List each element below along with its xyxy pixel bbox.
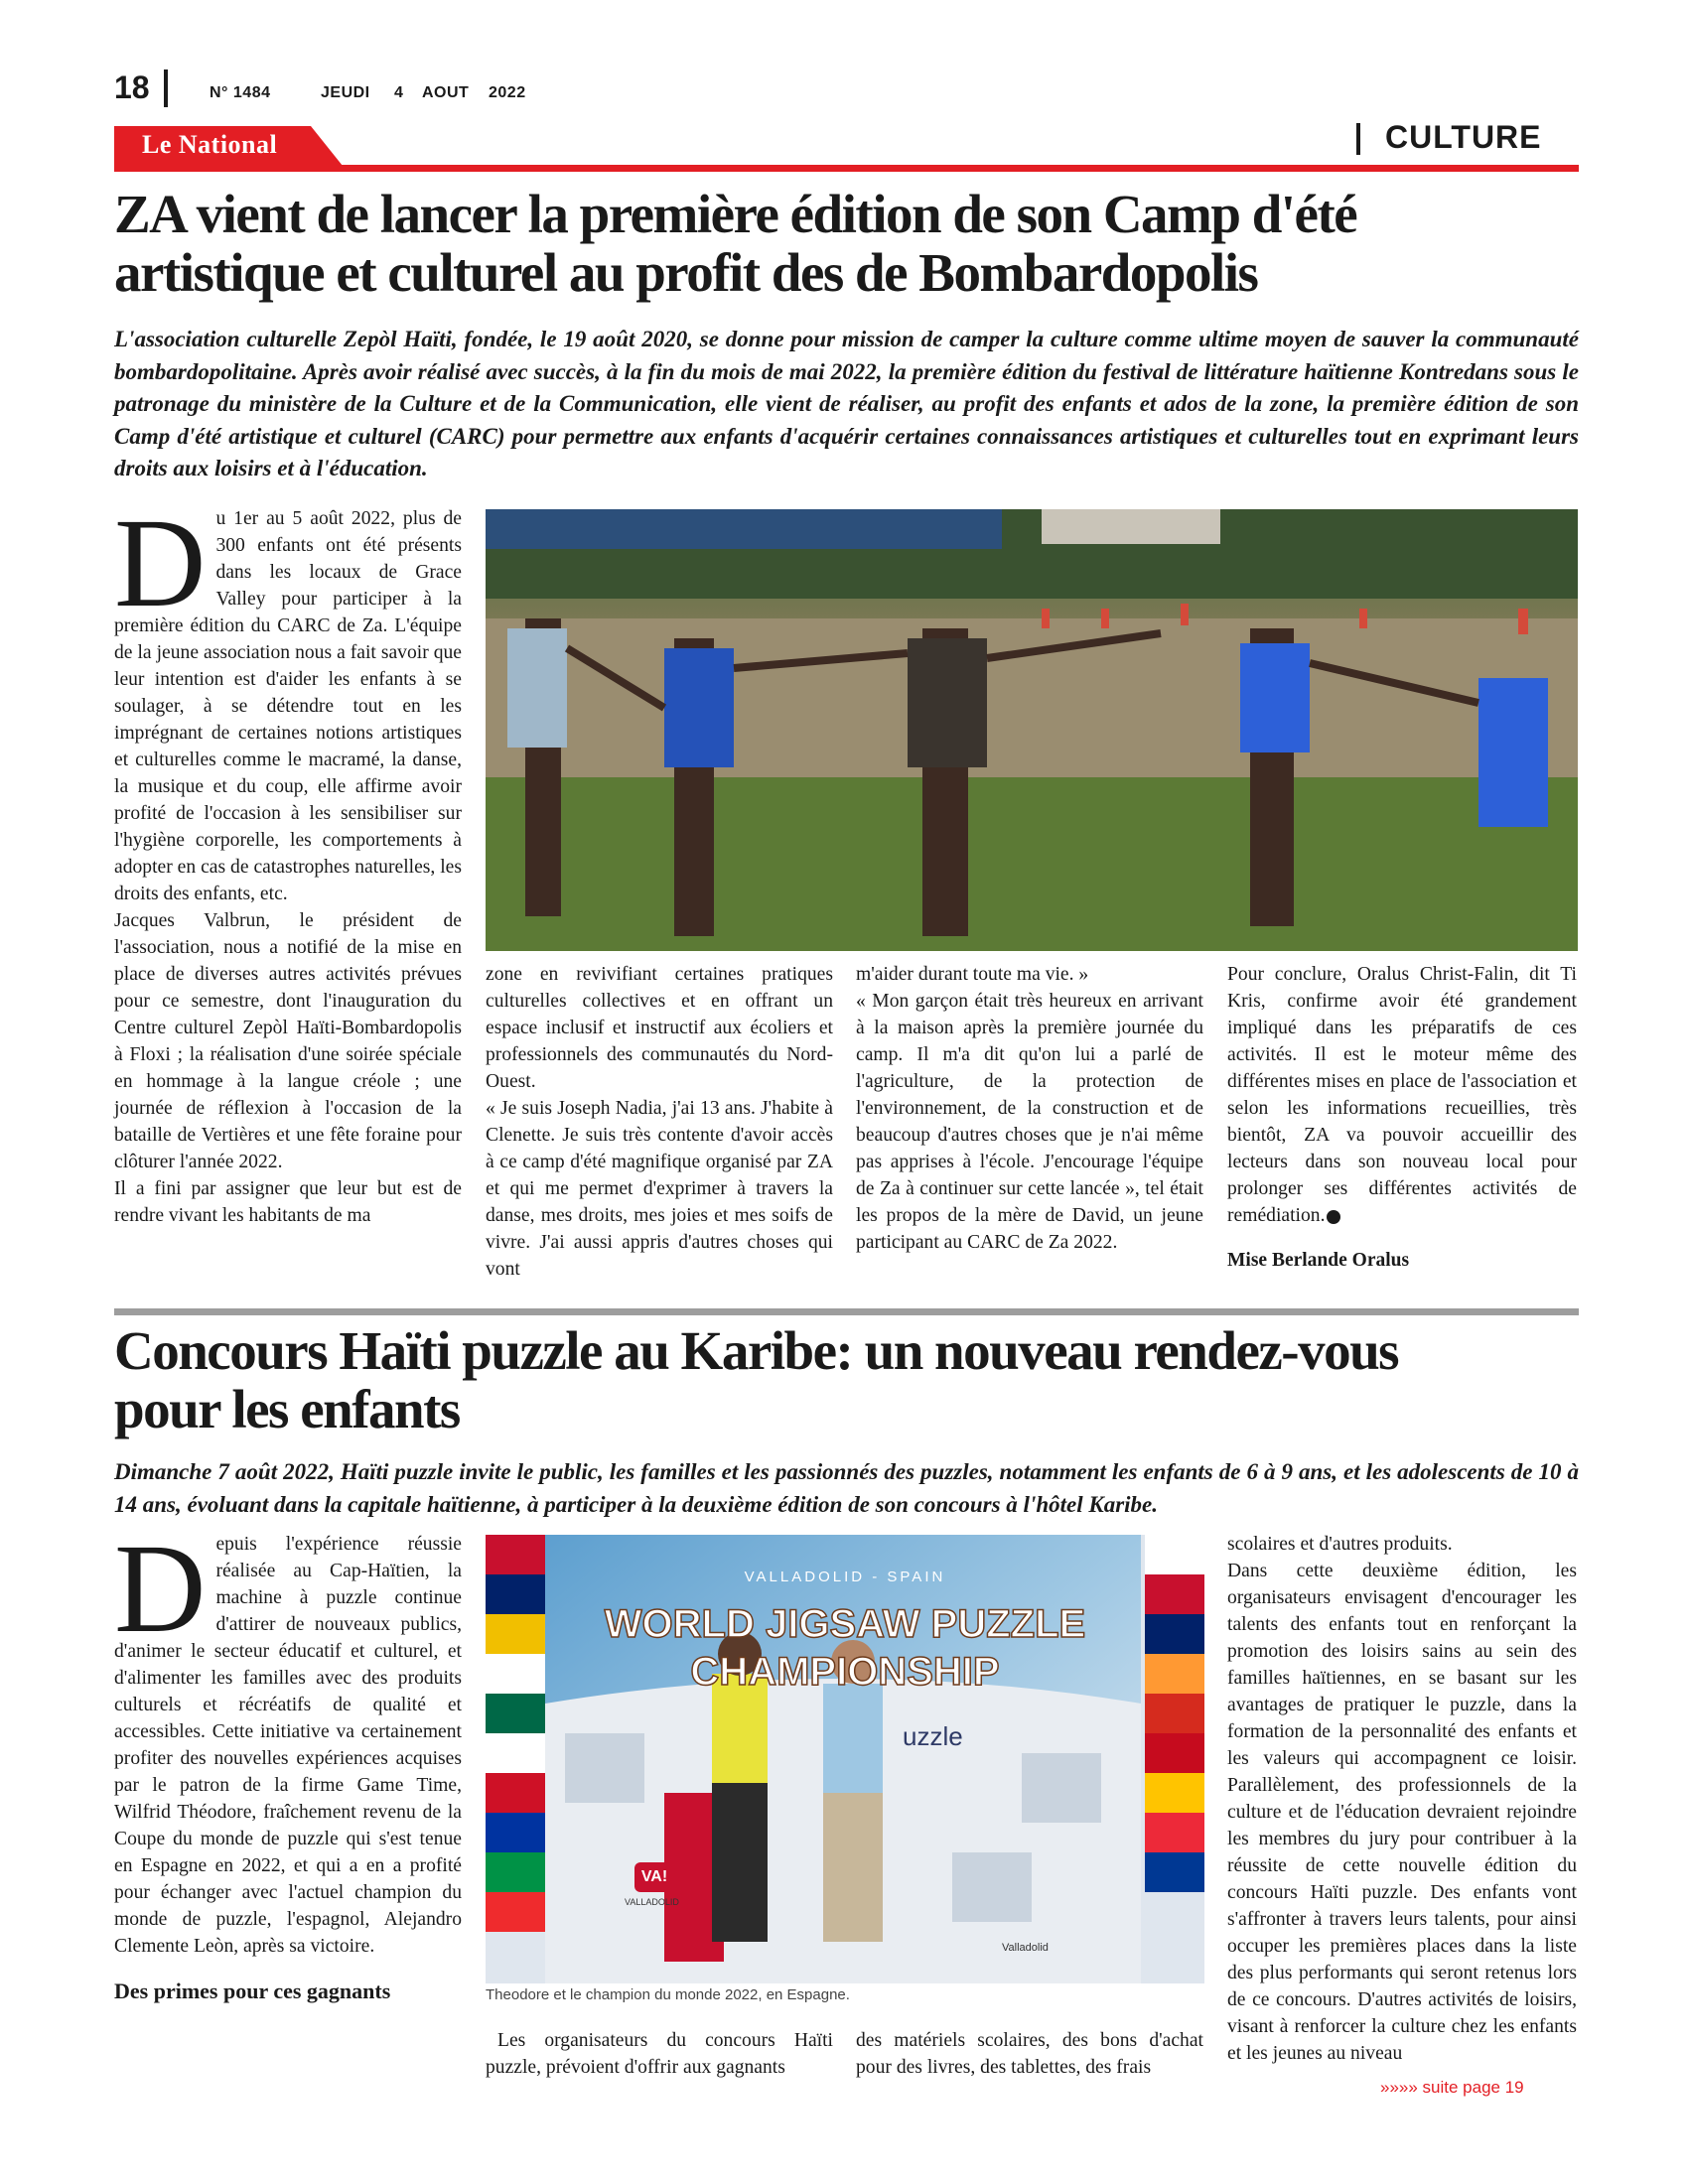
article1-col1-p2: Jacques Valbrun, le président de l'association, nous a notifié de la mise en place de diverses autres activités prévues pour ce semestre, dont l'inauguration du Centre culturel Zepòl Haïti-Bombardopolis à Floxi ; la réalisation d'une soirée spéciale en hommage à la langue créole ; une journée de réflexion à l'occasion de la bataille de Vertières et une fête foraine pour clôturer l'année 2022. bbox=[114, 910, 462, 1172]
article1-col2-p1: zone en revivifiant certaines pratiques culturelles collectives et en offrant un espace inclusif et instructif aux écoliers et professionnels des communautés du Nord-Ouest. bbox=[486, 964, 833, 1092]
article2-photo bbox=[486, 1535, 1204, 1983]
article2-headline-line1: Concours Haïti puzzle au Karibe: un nouveau rendez-vous bbox=[114, 1320, 1399, 1381]
section-divider bbox=[1356, 123, 1360, 155]
article1-byline: Mise Berlande Oralus bbox=[1227, 1250, 1410, 1271]
banner-title-1: WORLD JIGSAW PUZZLE bbox=[604, 1602, 1086, 1646]
section-title: CULTURE bbox=[1385, 119, 1542, 155]
article1-col2-p2: « Je suis Joseph Nadia, j'ai 13 ans. J'habite à Clenette. Je suis très contente d'avoir accès à ce camp d'été magnifique organisé par ZA et qui me permet d'exprimer à travers la danse, mes droits, mes joies et mes soifs de vivre. J'ai aussi appris d'autres choses qui vont bbox=[486, 1098, 833, 1280]
article1-col3 bbox=[856, 961, 1203, 1256]
article1-col4 bbox=[1227, 961, 1577, 1274]
article2-col1 bbox=[114, 1518, 462, 2004]
issue-date-day: 4 bbox=[394, 84, 404, 101]
article1-col3-p2: « Mon garçon était très heureux en arrivant à la maison après la première journée du camp. Il m'a dit qu'on lui a parlé de l'agriculture, de la protection de l'environnement, de la construction et de beaucoup d'autres choses que je n'ai même pas apprises à l'école. J'encourage l'équipe de Za à continuer sur cette lancée », tel était les propos de la mère de David, un jeune participant au CARC de Za 2022. bbox=[856, 991, 1203, 1253]
article1-col2 bbox=[486, 961, 833, 1283]
article1-headline bbox=[114, 185, 1584, 302]
article1-headline-line2: artistique et culturel au profit des de Bombardopolis bbox=[114, 242, 1258, 303]
article2-dropcap: D bbox=[114, 1518, 207, 1659]
article1-photo bbox=[486, 509, 1578, 951]
article1-dropcap: D bbox=[114, 492, 207, 633]
article2-col3-p1: des matériels scolaires, des bons d'achat pour des livres, des tablettes, des frais bbox=[856, 2030, 1203, 2078]
continued-link[interactable]: »»»» suite page 19 bbox=[1380, 2078, 1524, 2097]
brand-name: Le National bbox=[142, 130, 278, 159]
banner-sub-text: uzzle bbox=[903, 1721, 963, 1751]
banner-top-text: VALLADOLID - SPAIN bbox=[744, 1569, 946, 1585]
banner-title-2: CHAMPIONSHIP bbox=[690, 1650, 1000, 1694]
article2-headline-line2: pour les enfants bbox=[114, 1379, 460, 1439]
header-rule bbox=[114, 165, 1579, 172]
article1-col4-p1: Pour conclure, Oralus Christ-Falin, dit Ti Kris, confirme avoir été grandement impliqué dans les préparatifs de ces activités. Il est le moteur même des différentes mises en place de l'association et selon les informations recueillies, très bientôt, ZA va pouvoir accueillir des lecteurs dans son nouveau local pour prolonger ses différentes activités de remédiation. bbox=[1227, 964, 1577, 1226]
brand-tab bbox=[114, 126, 343, 163]
article1-col1-p3: Il a fini par assigner que leur but est de rendre vivant les habitants de ma bbox=[114, 1178, 462, 1226]
article1-col1-p1: u 1er au 5 août 2022, plus de 300 enfants ont été présents dans les locaux de Grace Valley pour participer à la première édition du CARC de Za. L'équipe de la jeune association nous a fait savoir que leur intention est d'aider les enfants à se soulager, à se détendre tout en les imprégnant de certaines notions artistiques et culturelles comme le macramé, la danse, la musique et du coup, elle affirme avoir profité de l'occasion à les sensibiliser sur l'hygiène corporelle, les comportements à adopter en cas de catastrophes naturelles, les droits des enfants, etc. bbox=[114, 508, 462, 904]
valladolid-logo: Valladolid bbox=[1002, 1942, 1049, 1954]
article1-col3-p1: m'aider durant toute ma vie. » bbox=[856, 964, 1089, 985]
article2-lead: Dimanche 7 août 2022, Haïti puzzle invite le public, les familles et les passionnés des puzzles, notamment les enfants de 6 à 9 ans, et les adolescents de 10 à 14 ans, évoluant dans la capitale haïtienne, à participer à la deuxième édition de son concours à l'hôtel Karibe. bbox=[114, 1459, 1579, 1517]
article1-lead: L'association culturelle Zepòl Haïti, fondée, le 19 août 2020, se donne pour mission de camper la culture comme ultime moyen de sauver la communauté bombardopolitaine. Après avoir réalisé avec succès, à la fin du mois de mai 2022, la première édition du festival de littérature haïtienne Kontredans sous le patronage du ministère de la Culture et de la Communication, elle vient de réaliser, au profit des enfants et ados de la zone, la première édition de son Camp d'été artistique et culturel (CARC) pour permettre aux enfants d'acquérir certaines connaissances artistiques et culturelles tout en exprimant leurs droits aux loisirs et à l'éducation. bbox=[114, 327, 1579, 481]
article2-photo-caption: Theodore et le champion du monde 2022, en Espagne. bbox=[486, 1986, 850, 2003]
article2-headline bbox=[114, 1321, 1584, 1438]
end-mark-icon bbox=[1327, 1210, 1340, 1224]
article1-col1 bbox=[114, 492, 462, 1229]
article2-col3 bbox=[856, 2027, 1203, 2081]
issue-day: JEUDI bbox=[321, 84, 370, 101]
va-logo-sub: VALLADOLID bbox=[625, 1897, 679, 1907]
article2-col2-p1: Les organisateurs du concours Haïti puzzle, prévoient d'offrir aux gagnants bbox=[486, 2030, 833, 2078]
article2-col4-p2: Dans cette deuxième édition, les organisateurs envisagent d'encourager les talents des enfants tout en renforçant la promotion des loisirs sains au sein des familles haïtiennes, en se basant sur les avantages de pratiquer le puzzle, dans la formation de la personnalité des enfants et les valeurs qui accompagnent ce loisir. Parallèlement, des professionnels de la culture et de l'éducation devraient rejoindre les membres du jury pour contribuer à la réussite de cette nouvelle édition du concours Haïti puzzle. Des enfants vont s'affronter à travers leurs talents, pour ainsi occuper les premières places dans la liste des plus performants qui seront retenus lors de ce concours. D'autres activités de loisirs, visant à renforcer la culture chez les enfants et les jeunes au niveau bbox=[1227, 1561, 1577, 2064]
article2-subhead: Des primes pour ces gagnants bbox=[114, 1979, 391, 2003]
article2-col4 bbox=[1227, 1531, 1577, 2067]
article2-col2 bbox=[486, 2027, 833, 2081]
article2-col1-p1: epuis l'expérience réussie réalisée au Cap-Haïtien, la machine à puzzle continue d'attirer de nouveaux publics, d'animer le secteur éducatif et culturel, et d'alimenter les familles avec des produits culturels et récréatifs de qualité et accessibles. Cette initiative va certainement profiter des nouvelles expériences acquises par le patron de la firme Game Time, Wilfrid Théodore, fraîchement revenu de la Coupe du monde de puzzle qui s'est tenue en Espagne en 2022, et qui a en a profité pour échanger avec l'actuel champion du monde de puzzle, l'espagnol, Alejandro Clemente Leòn, après sa victoire. bbox=[114, 1534, 462, 1957]
article2-col4-p1: scolaires et d'autres produits. bbox=[1227, 1534, 1453, 1555]
issue-date-year: 2022 bbox=[489, 84, 526, 101]
issue-date-month: AOUT bbox=[422, 84, 470, 101]
va-logo: VA! bbox=[634, 1862, 674, 1892]
article-divider bbox=[114, 1308, 1579, 1315]
page-number-divider bbox=[164, 69, 168, 107]
page-number: 18 bbox=[114, 69, 150, 105]
issue-number: N° 1484 bbox=[210, 84, 271, 101]
article1-headline-line1: ZA vient de lancer la première édition de son Camp d'été bbox=[114, 184, 1357, 244]
